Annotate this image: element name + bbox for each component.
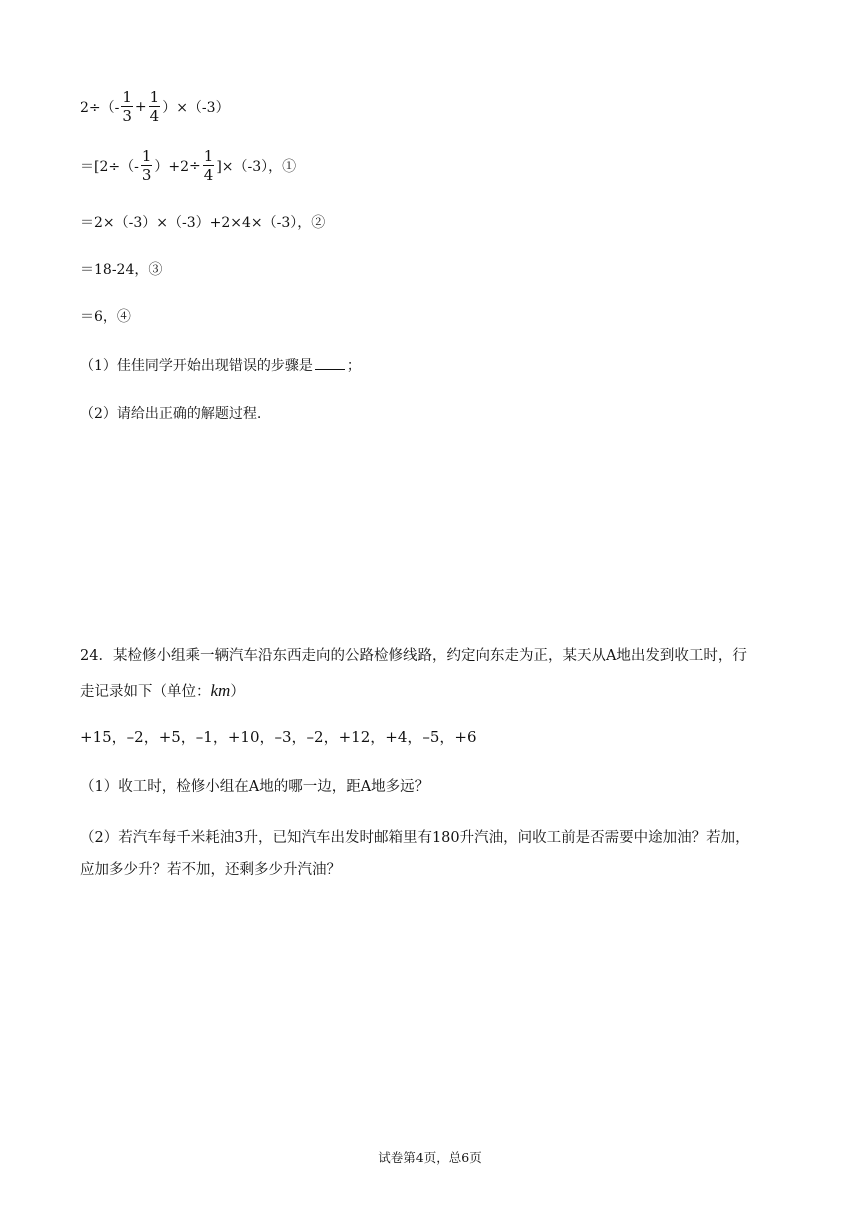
travel-records: +15，–2，+5，–1，+10，–3，–2，+12，+4，–5，+6 — [80, 728, 477, 746]
operator: + — [134, 98, 147, 115]
fraction: $\frac{1}{4}$ — [149, 88, 160, 125]
solution-line-3: ＝18-24，③ — [80, 262, 163, 278]
problem-text: ） — [230, 684, 245, 700]
expr-text: ）×（-3） — [162, 99, 230, 116]
solution-line-4: ＝6，④ — [80, 309, 131, 325]
question-24-1: （1）收工时，检修小组在A地的哪一边，距A地多远？ — [80, 779, 430, 795]
question-23-1 — [80, 355, 361, 375]
solution-line-0 — [80, 88, 230, 125]
page-footer: 试卷第4页，总6页 — [378, 1150, 482, 1165]
solution-line-2: ＝2×（-3）×（-3）+2×4×（-3），② — [80, 215, 326, 231]
problem-24-line-2 — [80, 680, 245, 701]
operator: ÷ — [189, 157, 201, 174]
expr-text: ）+2 — [154, 158, 190, 175]
question-end: ； — [346, 358, 361, 374]
fraction: $\frac{1}{3}$ — [122, 88, 132, 125]
expr-text: 2÷（- — [80, 99, 120, 116]
solution-line-1 — [80, 147, 296, 184]
unit-km: km — [210, 681, 231, 700]
question-24-2-line-2: 应加多少升？若不加，还剩多少升汽油？ — [80, 862, 341, 878]
answer-blank[interactable] — [315, 357, 345, 370]
fraction: $\frac{1}{3}$ — [141, 147, 152, 184]
question-23-2: （2）请给出正确的解题过程. — [80, 406, 262, 422]
fraction: $\frac{1}{4}$ — [203, 147, 214, 184]
expr-text: ]×（-3），① — [216, 158, 297, 175]
question-text: （1）佳佳同学开始出现错误的步骤是 — [80, 358, 313, 374]
problem-text: 走记录如下（单位： — [80, 684, 211, 700]
expr-text: ＝[2÷（- — [80, 158, 139, 175]
question-24-2-line-1: （2）若汽车每千米耗油3升，已知汽车出发时邮箱里有180升汽油，问收工前是否需要中途加油？若加， — [80, 830, 750, 846]
problem-24-line-1: 24．某检修小组乘一辆汽车沿东西走向的公路检修线路，约定向东走为正，某天从A地出发到收工时，行 — [80, 648, 747, 664]
